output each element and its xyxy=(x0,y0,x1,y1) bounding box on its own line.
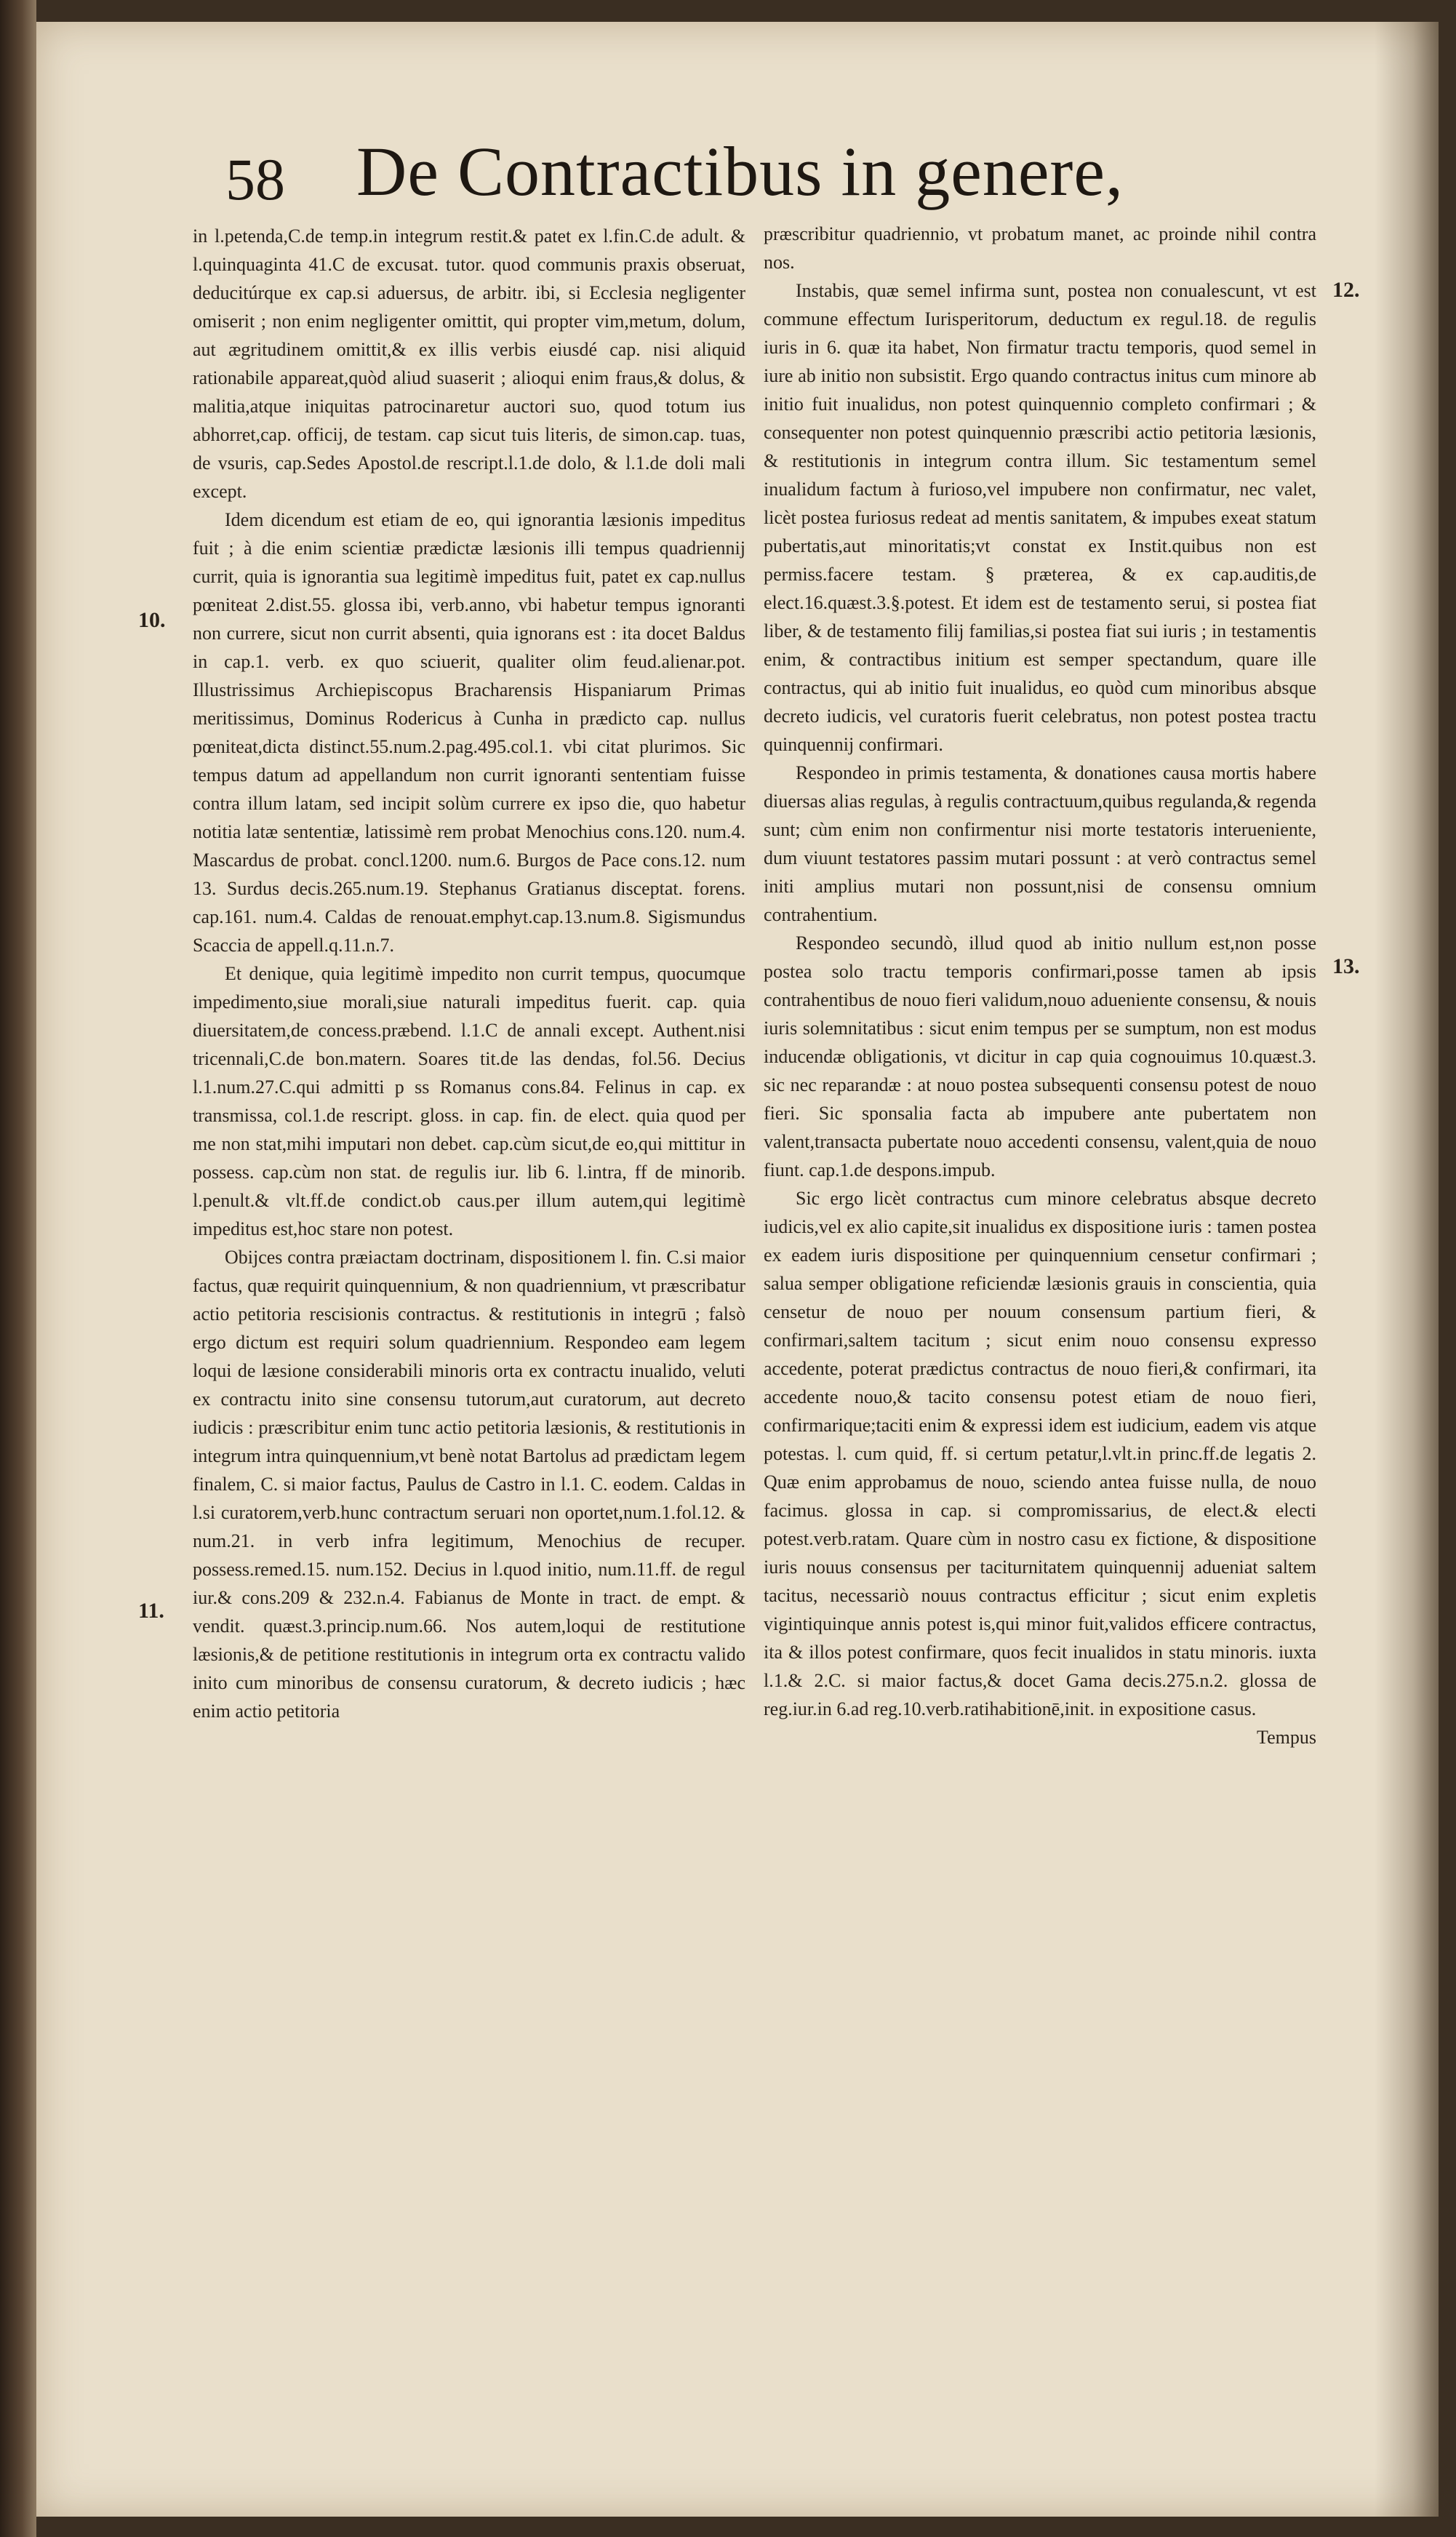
book-page xyxy=(36,22,1439,2517)
page-number: 58 xyxy=(225,146,285,212)
paragraph: Respondeo in primis testamenta, & donationes causa mortis habere diuersas alias regulas, à regulis contractuum,quibus regulanda,& regenda sunt; cùm enim non confirmentur nisi morte testatoris interueniente, dum viuunt testatores passim mutari possunt : at verò contractus semel initi amplius mutari non possunt,nisi de consensu omnium contrahentium. xyxy=(764,762,1316,925)
margin-number-12: 12. xyxy=(1332,278,1360,302)
paragraph: præscribitur quadriennio, vt probatum manet, ac proinde nihil contra nos. xyxy=(764,223,1316,273)
paragraph: Et denique, quia legitimè impedito non currit tempus, quocumque impedimento,siue morali,siue naturali impeditus fuerit. cap. quia diuersitatem,de concess.præbend. l.1.C de annali except. Authent.nisi tricennali,C.de bon.matern. Soares tit.de las dendas, fol.56. Decius l.1.num.27.C.qui admitti p ss Romanus cons.84. Felinus in cap. ex transmissa, col.1.de rescript. gloss. in cap. fin. de elect. quia quod per me non stat,mihi imputari non debet. cap.cùm sicut,de eo,qui mittitur in possess. cap.cùm non stat. de regulis iur. lib 6. l.intra, ff de minorib. l.penult.& vlt.ff.de condict.ob caus.per illum autem,qui legitimè impeditus est,hoc stare non potest. xyxy=(193,963,745,1239)
paragraph: Respondeo secundò, illud quod ab initio nullum est,non posse postea solo tractu temporis confirmari,posse tamen ab ipsis contrahentibus de nouo fieri validum,nouo adueniente consensu, & nouis iuris solemnitatibus : sicut enim tempus per se sumptum, non est modus inducendæ obligationis, vt dicitur in cap quia cognouimus 10.quæst.3. sic nec reparandæ : at nouo postea subsequenti consensu potest de nouo fieri. Sic sponsalia facta ab impubere ante pubertatem non valent,transacta pubertate nouo accedenti consensu, valent,quia de nouo fiunt. cap.1.de despons.impub. xyxy=(764,932,1316,1180)
paragraph: Sic ergo licèt contractus cum minore celebratus absque decreto iudicis,vel ex alio capite,sit inualidus ex dispositione iuris : tamen postea ex eadem iuris dispositione per quinquennium censetur confirmari ; salua semper obligatione reficiendæ læsionis grauis in conscientia, quia censetur de nouo per nouum consensum partium fieri, & confirmari,saltem tacitum ; sicut enim nouo consensu expresso accedente, poterat prædictus contractus de nouo fieri,& confirmari, ita accedente nouo,& tacito consensu potest etiam de nouo fieri, confirmarique;taciti enim & expressi idem est iudicium, eadem vis atque potestas. l. cum quid, ff. si certum petatur,l.vlt.in princ.ff.de legatis 2. Quæ enim approbamus de nouo, sciendo antea fuisse nulla, de nouo facimus. glossa in cap. si compromissarius, de elect.& electi potest.verb.ratam. Quare cùm in nostro casu ex fictione, & dispositione iuris nouus consensus per taciturnitatem quinquennij adueniat saltem tacitus, necessariò nouus contractus efficitur ; sicut enim expletis vigintiquinque annis potest is,qui minor fuit,validos efficere contractus, ita & illos potest confirmare, quos fecit inualidos in statu minoris. iuxta l.1.& 2.C. si maior factus,& docet Gama decis.275.n.2. glossa de reg.iur.in 6.ad reg.10.verb.ratihabitionē,init. in expositione casus. xyxy=(764,1188,1316,1719)
book-spine xyxy=(0,0,36,2537)
paragraph: Instabis, quæ semel infirma sunt, postea non conualescunt, vt est commune effectum Iurisperitorum, deductum ex regul.18. de regulis iuris in 6. quæ ita habet, Non firmatur tractu temporis, quod semel in iure ab initio non subsistit. Ergo quando contractus initus cum minore ab initio fuit inualidus, non potest quinquennio completo confirmari ; & consequenter non potest quinquennio præscribi actio petitoria læsionis, & restitutionis in integrum contra illum. Sic testamentum semel inualidum factum à furioso,vel impubere non confirmatur, nec valet, licèt postea furiosus redeat ad mentis sanitatem, & impubes exeat statum pubertatis,aut minoritatis;vt constat ex Instit.quibus non est permiss.facere testam. § præterea, & ex cap.auditis,de elect.16.quæst.3.§.potest. Et idem est de testamento serui, si postea fiat liber, & de testamento filij familias,si postea fiat sui iuris ; in testamentis enim, & contractibus initium est semper spectandum, quare ille contractus, qui ab initio fuit inualidus, eo quòd cum minoribus absque decreto iudicis, vel curatoris fuerit celebratus, non potest postea tractu quinquennij confirmari. xyxy=(764,280,1316,755)
margin-number-10: 10. xyxy=(138,608,166,632)
margin-number-13: 13. xyxy=(1332,954,1360,978)
catchword: Tempus xyxy=(1257,1727,1316,1748)
margin-number-11: 11. xyxy=(138,1599,164,1623)
page-header xyxy=(189,131,1207,225)
paragraph: in l.petenda,C.de temp.in integrum restit.& patet ex l.fin.C.de adult. & l.quinquaginta 41.C de excusat. tutor. quod communis praxis obseruat, deducitúrque ex cap.si aduersus, de arbitr. ibi, si Ecclesia negligenter omiserit ; non enim negligenter omittit, qui propter vim,metum, dolum, aut ægritudinem omittit,& ex illis verbis eiusdé cap. nisi aliquid rationabile appareat,quòd aliud suaserit ; alioqui enim fraus,& dolus, & malitia,atque iniquitas patrocinaretur auctori suo, quod totum ius abhorret,cap. officij, de testam. cap sicut tuis literis, de simon.cap. tuas, de vsuris, cap.Sedes Apostol.de rescript.l.1.de dolo, & l.1.de doli mali except. xyxy=(193,225,745,502)
left-column xyxy=(193,222,745,1725)
running-title: De Contractibus in genere, xyxy=(356,132,1124,210)
right-column xyxy=(764,220,1316,1751)
paragraph: Idem dicendum est etiam de eo, qui ignorantia læsionis impeditus fuit ; à die enim scientiæ prædictæ læsionis illi tempus quadriennij currit, quia is ignorantia sua legitimè impeditus fuit, patet ex cap.nullus pœniteat 2.dist.55. glossa ibi, verb.anno, vbi habetur tempus ignoranti non currere, sicut non currit absenti, quia ignorans est : ita docet Baldus in cap.1. verb. ex quo sciuerit, qualiter olim feud.alienar.pot. Illustrissimus Archiepiscopus Bracharensis Hispaniarum Primas meritissimus, Dominus Rodericus à Cunha in prædicto cap. nullus pœniteat,dicta distinct.55.num.2.pag.495.col.1. vbi citat plurimos. Sic tempus datum ad appellandum non currit ignoranti sententiam fuisse contra illum latam, sed incipit solùm currere ex ipso die, quo habetur notitia latæ sententiæ, latissimè rem probat Menochius cons.120. num.4. Mascardus de probat. concl.1200. num.6. Burgos de Pace cons.12. num 13. Surdus decis.265.num.19. Stephanus Gratianus disceptat. forens. cap.161. num.4. Caldas de renouat.emphyt.cap.13.num.8. Sigismundus Scaccia de appell.q.11.n.7. xyxy=(193,509,745,956)
gutter-shadow xyxy=(1375,22,1439,2517)
paragraph: Obijces contra præiactam doctrinam, dispositionem l. fin. C.si maior factus, quæ requirit quinquennium, & non quadriennium, vt præscribatur actio petitoria rescisionis contractus. & restitutionis in integrū ; falsò ergo dictum est requiri solum quadriennium. Respondeo eam legem loqui de læsione considerabili minoris orta ex contractu inualido, veluti ex contractu inito sine consensu tutorum,aut curatorum, aut decreto iudicis : præscribitur enim tunc actio petitoria læsionis, & restitutionis in integrum intra quinquennium,vt benè notat Bartolus ad prædictam legem finalem, C. si maior factus, Paulus de Castro in l.1. C. eodem. Caldas in l.si curatorem,verb.hunc contractum seruari non oportet,num.1.fol.12. & num.21. in verb infra legitimum, Menochius de recuper. possess.remed.15. num.152. Decius in l.quod initio, num.11.ff. de regul iur.& cons.209 & 232.n.4. Fabianus de Monte in tract. de empt. & vendit. quæst.3.princip.num.66. Nos autem,loqui de restitutione læsionis,& de petitione restitutionis in integrum orta ex contractu valido inito cum minoribus de consensu curatorum, & decreto iudicis ; hæc enim actio petitoria xyxy=(193,1247,745,1722)
